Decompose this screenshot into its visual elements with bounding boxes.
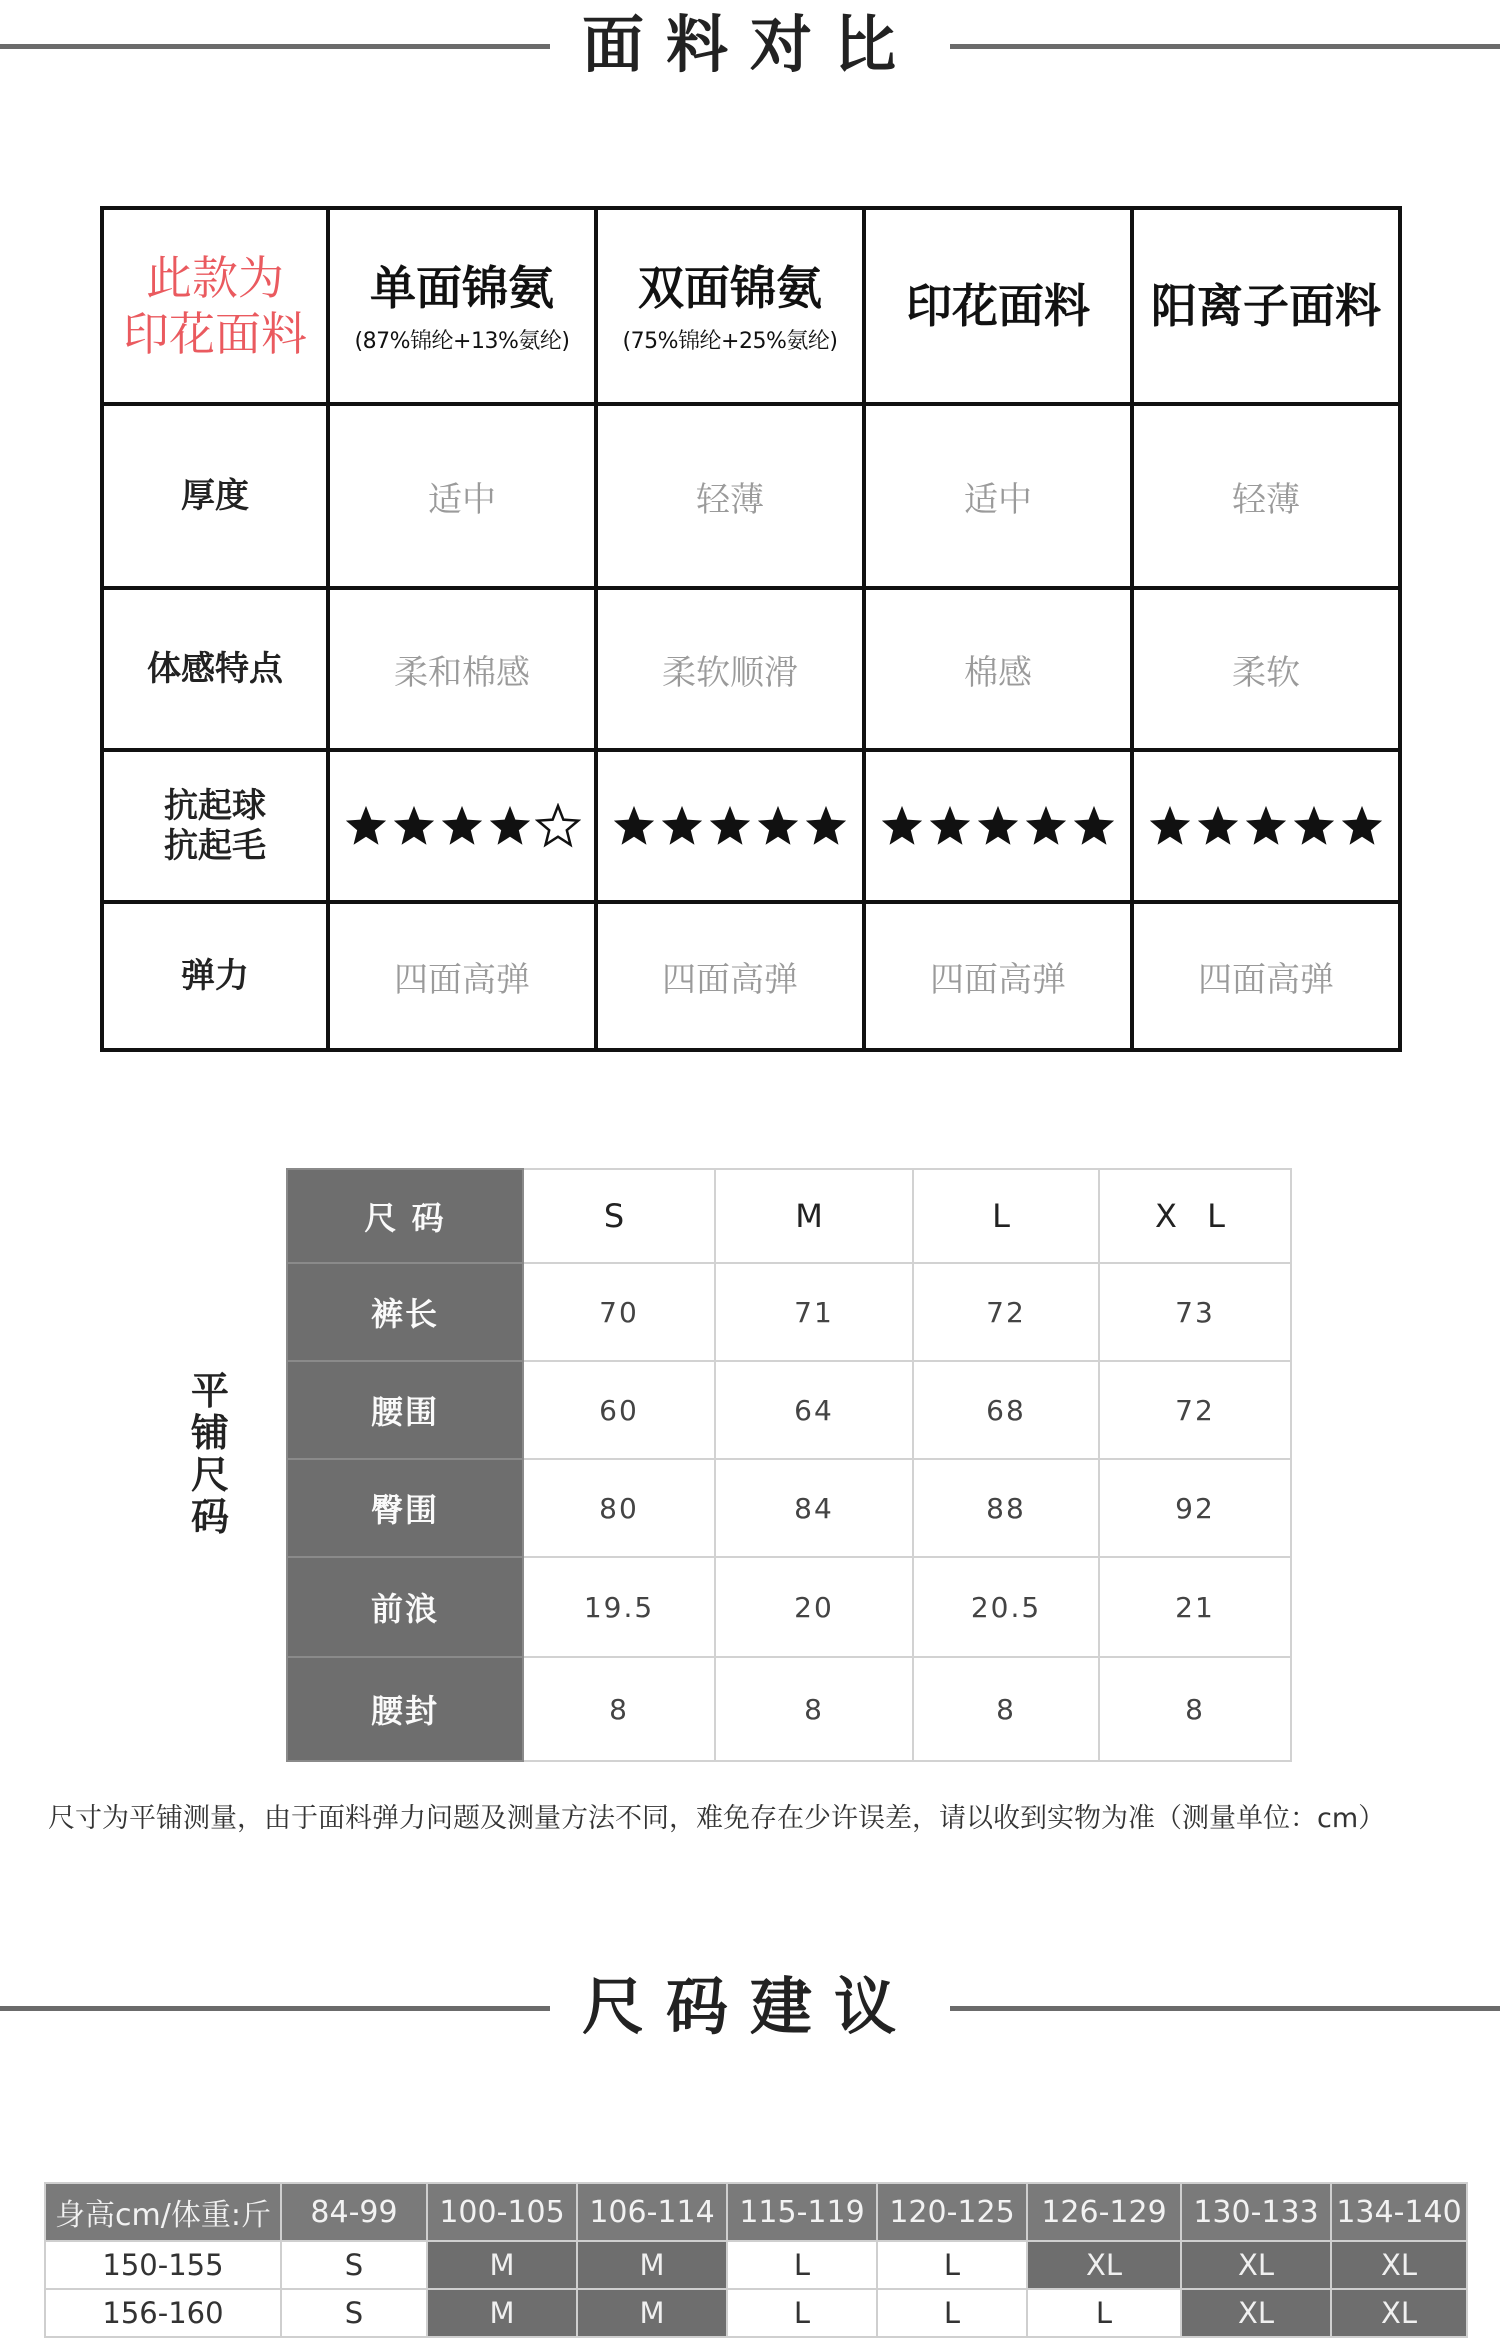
size-cell: 60 [523, 1361, 715, 1459]
reco-cell: S [281, 2289, 427, 2337]
fabric-cell: 轻薄 [1132, 404, 1400, 588]
measure-label: 前浪 [287, 1557, 523, 1657]
fabric-cell: 四面高弹 [1132, 902, 1400, 1050]
fabric-column-name: 单面锦氨 [370, 260, 554, 315]
reco-cell: M [577, 2289, 727, 2337]
fabric-column-name: 双面锦氨 [638, 260, 822, 315]
size-cell: 8 [913, 1657, 1099, 1761]
size-row-hip [287, 1459, 1291, 1557]
size-cell: 72 [1099, 1361, 1291, 1459]
fabric-cell: 四面高弹 [328, 902, 596, 1050]
fabric-section-title: 面料对比 [581, 8, 918, 81]
fabric-row-label: 体感特点 [102, 588, 328, 750]
size-cell: 8 [1099, 1657, 1291, 1761]
weight-range: 84-99 [281, 2183, 427, 2241]
star-filled-icon [1243, 803, 1289, 849]
star-rating-cell [1132, 750, 1400, 902]
size-cell: 21 [1099, 1557, 1291, 1657]
star-rating [866, 803, 1130, 849]
fabric-column-name: 阳离子面料 [1151, 279, 1381, 333]
star-filled-icon [975, 803, 1021, 849]
fabric-row-pilling [102, 750, 1400, 902]
fabric-column-header [328, 208, 596, 404]
size-cell: 88 [913, 1459, 1099, 1557]
reco-row [45, 2289, 1467, 2337]
star-rating-cell [864, 750, 1132, 902]
star-filled-icon [1195, 803, 1241, 849]
reco-cell: XL [1181, 2289, 1331, 2337]
star-filled-icon [1291, 803, 1337, 849]
measure-label: 腰封 [287, 1657, 523, 1761]
reco-row [45, 2241, 1467, 2289]
size-cell: 8 [523, 1657, 715, 1761]
weight-range: 126-129 [1027, 2183, 1181, 2241]
fabric-cell: 四面高弹 [596, 902, 864, 1050]
reco-cell: L [1027, 2289, 1181, 2337]
weight-range: 106-114 [577, 2183, 727, 2241]
weight-header-row [45, 2183, 1467, 2241]
star-filled-icon [487, 803, 533, 849]
size-name: M [715, 1169, 913, 1263]
fabric-cell: 适中 [328, 404, 596, 588]
reco-cell: XL [1331, 2241, 1467, 2289]
fabric-cell: 柔软顺滑 [596, 588, 864, 750]
star-filled-icon [879, 803, 925, 849]
header-rule-right [950, 44, 1500, 49]
fabric-column-header [596, 208, 864, 404]
size-cell: 19.5 [523, 1557, 715, 1657]
weight-range: 130-133 [1181, 2183, 1331, 2241]
reco-cell: S [281, 2241, 427, 2289]
size-cell: 8 [715, 1657, 913, 1761]
side-label-char: 码 [190, 1495, 229, 1539]
star-filled-icon [1147, 803, 1193, 849]
star-filled-icon [927, 803, 973, 849]
size-cell: 68 [913, 1361, 1099, 1459]
reco-cell: M [427, 2241, 577, 2289]
height-range: 156-160 [45, 2289, 281, 2337]
fabric-cell: 柔和棉感 [328, 588, 596, 750]
header-rule-right [950, 2006, 1500, 2011]
measurement-footnote: 尺寸为平铺测量，由于面料弹力问题及测量方法不同，难免存在少许误差，请以收到实物为准（测量单位：cm） [48, 1803, 1386, 1834]
weight-range: 115-119 [727, 2183, 877, 2241]
fabric-header-row [102, 208, 1400, 404]
reco-cell: L [877, 2241, 1027, 2289]
fabric-cell: 轻薄 [596, 404, 864, 588]
weight-range: 120-125 [877, 2183, 1027, 2241]
size-cell: 71 [715, 1263, 913, 1361]
fabric-section-header [0, 0, 1500, 90]
fabric-row-label: 厚度 [102, 404, 328, 588]
fabric-row-feel [102, 588, 1400, 750]
reco-cell: XL [1027, 2241, 1181, 2289]
fabric-column-composition: (87%锦纶+13%氨纶) [354, 328, 570, 354]
size-cell: 70 [523, 1263, 715, 1361]
fabric-row-label: 弹力 [102, 902, 328, 1050]
reco-cell: M [427, 2289, 577, 2337]
measure-label: 裤长 [287, 1263, 523, 1361]
star-filled-icon [755, 803, 801, 849]
star-filled-icon [1071, 803, 1117, 849]
size-row-waistband [287, 1657, 1291, 1761]
reco-corner-label: 身高cm/体重:斤 [45, 2183, 281, 2241]
star-filled-icon [391, 803, 437, 849]
star-filled-icon [803, 803, 849, 849]
star-rating [1134, 803, 1398, 849]
size-row-front-rise [287, 1557, 1291, 1657]
fabric-column-composition: (75%锦纶+25%氨纶) [622, 328, 838, 354]
fabric-column-header [1132, 208, 1400, 404]
size-recommendation-table [44, 2182, 1468, 2338]
reco-cell: XL [1181, 2241, 1331, 2289]
fabric-comparison-table [100, 206, 1402, 1052]
reco-cell: M [577, 2241, 727, 2289]
star-filled-icon [1023, 803, 1069, 849]
fabric-corner-cell [102, 208, 328, 404]
size-name: X L [1099, 1169, 1291, 1263]
measure-label: 臀围 [287, 1459, 523, 1557]
fabric-cell: 棉感 [864, 588, 1132, 750]
star-rating [330, 803, 594, 849]
size-header-row [287, 1169, 1291, 1263]
size-cell: 64 [715, 1361, 913, 1459]
fabric-row-thickness [102, 404, 1400, 588]
size-cell: 73 [1099, 1263, 1291, 1361]
size-row-waist [287, 1361, 1291, 1459]
size-name: S [523, 1169, 715, 1263]
side-label-char: 平 [190, 1369, 229, 1413]
measure-label: 腰围 [287, 1361, 523, 1459]
side-label-char: 铺 [190, 1411, 229, 1455]
corner-note-line-1: 此款为 [146, 251, 284, 305]
size-row-length [287, 1263, 1291, 1361]
side-label-char: 尺 [190, 1453, 229, 1497]
star-filled-icon [1339, 803, 1385, 849]
size-header-label: 尺 码 [287, 1169, 523, 1263]
star-filled-icon [659, 803, 705, 849]
fabric-cell: 适中 [864, 404, 1132, 588]
fabric-column-name: 印花面料 [906, 279, 1090, 333]
corner-note-line-2: 印花面料 [123, 307, 307, 361]
weight-range: 100-105 [427, 2183, 577, 2241]
reco-cell: L [727, 2289, 877, 2337]
flat-size-table [286, 1168, 1292, 1762]
star-filled-icon [611, 803, 657, 849]
flat-size-side-label [188, 1370, 232, 1538]
reco-cell: L [727, 2241, 877, 2289]
fabric-row-label: 抗起球 抗起毛 [102, 750, 328, 902]
fabric-cell: 四面高弹 [864, 902, 1132, 1050]
size-section-header [0, 1962, 1500, 2052]
star-filled-icon [343, 803, 389, 849]
height-range: 150-155 [45, 2241, 281, 2289]
size-cell: 20 [715, 1557, 913, 1657]
reco-cell: XL [1331, 2289, 1467, 2337]
size-cell: 72 [913, 1263, 1099, 1361]
star-rating-cell [596, 750, 864, 902]
star-filled-icon [707, 803, 753, 849]
star-outline-icon [535, 803, 581, 849]
fabric-cell: 柔软 [1132, 588, 1400, 750]
reco-cell: L [877, 2289, 1027, 2337]
star-filled-icon [439, 803, 485, 849]
weight-range: 134-140 [1331, 2183, 1467, 2241]
size-cell: 80 [523, 1459, 715, 1557]
size-section-title: 尺码建议 [581, 1970, 918, 2043]
star-rating-cell [328, 750, 596, 902]
fabric-column-header [864, 208, 1132, 404]
size-cell: 84 [715, 1459, 913, 1557]
size-name: L [913, 1169, 1099, 1263]
star-rating [598, 803, 862, 849]
fabric-row-elasticity [102, 902, 1400, 1050]
size-cell: 92 [1099, 1459, 1291, 1557]
size-cell: 20.5 [913, 1557, 1099, 1657]
